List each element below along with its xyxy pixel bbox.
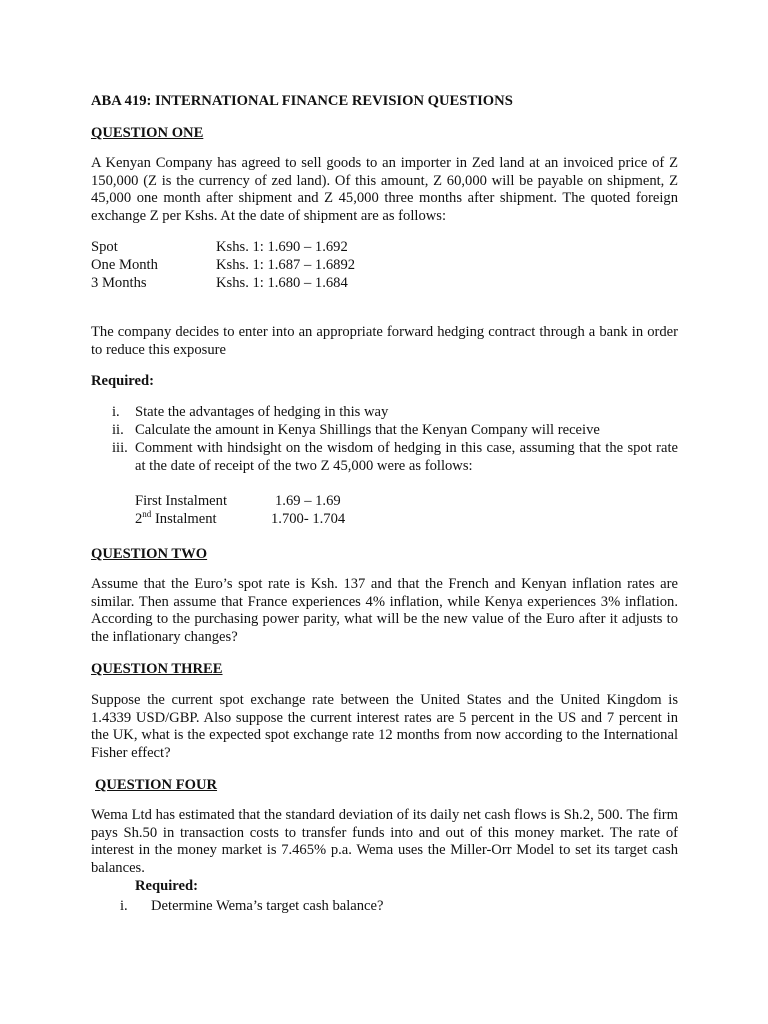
rate-row-three-months [91,275,678,293]
question-three-text-block [91,692,678,762]
list-number: i. [120,898,128,914]
instalment-rates-table [135,493,535,529]
question-one-heading-block [91,125,678,143]
question-three-heading: QUESTION THREE [91,661,223,677]
list-number: ii. [112,422,124,438]
question-four-text: Wema Ltd has estimated that the standard deviation of its daily net cash flows is Sh.2, 500. The firm pays Sh.50 in transaction costs to transfer funds into and out of this money market. The rate of interest in the money market is 7.465% p.a. Wema uses the Miller-Orr Model to set its target cash balances. [91,807,678,876]
question-one-intro-block [91,155,678,225]
question-four-required-block [135,878,722,896]
list-text: Comment with hindsight on the wisdom of hedging in this case, assuming that the spot rate at the date of receipt of the two Z 45,000 were as follows: [135,440,678,474]
instalment-value: 1.69 – 1.69 [275,493,341,509]
instalment-label: First Instalment [135,493,228,509]
question-four-required-list [91,897,678,915]
rate-value: Kshs. 1: 1.687 – 1.6892 [216,257,356,273]
list-number: i. [112,404,120,420]
question-one-required-block [91,373,678,391]
hedge-paragraph-block [91,324,678,359]
required-label: Required: [91,373,154,389]
required-label: Required: [135,878,198,894]
question-two-text-block [91,576,678,646]
question-four-heading: QUESTION FOUR [95,777,218,793]
list-item [91,421,678,439]
rate-value: Kshs. 1: 1.690 – 1.692 [216,239,348,255]
question-two-heading-block [91,546,678,564]
list-text: Calculate the amount in Kenya Shillings that the Kenyan Company will receive [135,422,600,438]
list-item [91,439,678,475]
list-text: State the advantages of hedging in this way [135,404,389,420]
list-number: iii. [112,440,128,456]
instalment-label: 2nd Instalment [135,509,217,527]
question-one-required-list [91,403,678,475]
document-title: ABA 419: INTERNATIONAL FINANCE REVISION QUESTIONS [91,93,513,109]
rate-label: 3 Months [91,275,147,291]
list-text: Determine Wema’s target cash balance? [151,898,384,914]
question-two-heading: QUESTION TWO [91,546,208,562]
question-four-heading-block [95,777,682,795]
question-one-heading: QUESTION ONE [91,125,204,141]
rate-label: One Month [91,257,158,273]
rate-value: Kshs. 1: 1.680 – 1.684 [216,275,348,291]
question-three-heading-block [91,661,678,679]
rate-row-one-month [91,257,678,275]
exchange-rates-table [91,239,678,293]
hedge-paragraph: The company decides to enter into an appropriate forward hedging contract through a bank in order to reduce this exposure [91,324,678,358]
document-title-block [91,93,678,111]
instalment-row-first [135,493,535,511]
rate-row-spot [91,239,678,257]
instalment-row-second [135,511,535,529]
list-item [91,897,678,915]
instalment-value: 1.700- 1.704 [271,511,346,527]
list-item [91,403,678,421]
question-four-text-block [91,807,678,877]
question-three-text: Suppose the current spot exchange rate between the United States and the United Kingdom is 1.4339 USD/GBP. Also suppose the current interest rates are 5 percent in the US and 7 percent in the UK, what is the expected spot exchange rate 12 months from now according to the International Fisher effect? [91,692,678,761]
question-two-text: Assume that the Euro’s spot rate is Ksh. 137 and that the French and Kenyan inflation rates are similar. Then assume that France experiences 4% inflation, while Kenya experiences 3% inflation. According to the purchasing power parity, what will be the new value of the Euro after it adjusts to the inflationary changes? [91,576,678,645]
rate-label: Spot [91,239,118,255]
question-one-intro: A Kenyan Company has agreed to sell goods to an importer in Zed land at an invoiced price of Z 150,000 (Z is the currency of zed land). Of this amount, Z 60,000 will be payable on shipment, Z 45,000 one month after shipment and Z 45,000 three months after shipment. The quoted foreign exchange Z per Kshs. At the date of shipment are as follows: [91,155,678,224]
